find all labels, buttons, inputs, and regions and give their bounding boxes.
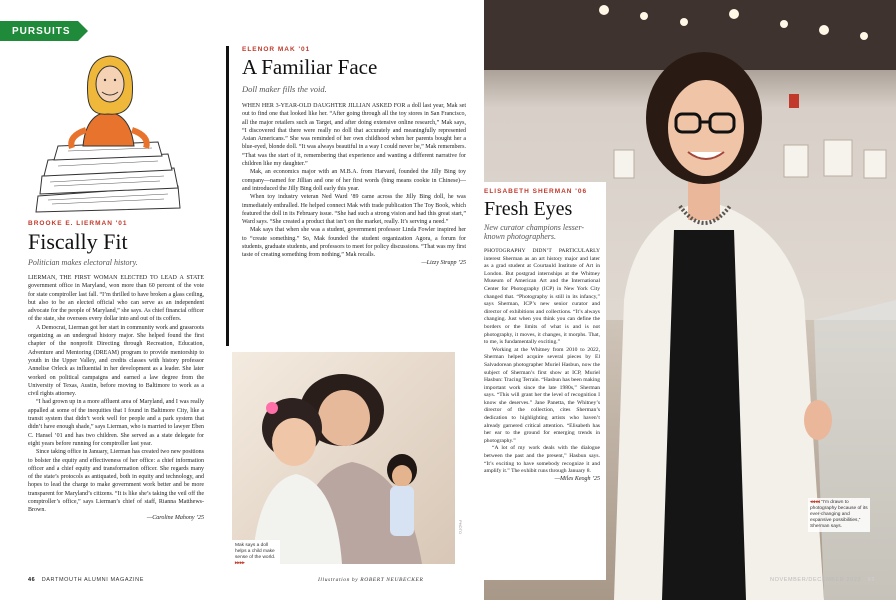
magazine-title: DARTMOUTH ALUMNI MAGAZINE [41, 577, 145, 583]
story-body [484, 248, 600, 476]
body-paragraph: “A lot of my work deals with the dialogue between the past and the present,” Hasbun says. “It’s exciting to have somebody recognize it and amplify it.” The exhibit runs through January 8. [484, 445, 600, 475]
mak-family-photo [232, 352, 455, 564]
story-mak [242, 46, 466, 266]
illustration-credit: Illustration by ROBERT NEUBECKER [318, 577, 424, 583]
lierman-illustration [28, 36, 188, 216]
story-sherman [478, 182, 606, 580]
story-headline: A Familiar Face [242, 55, 378, 79]
caption-text: “I’m drawn to photography because of its ever-changing and expansive possibilities,” Sherman says. [810, 500, 868, 529]
body-paragraph: When toy industry veteran Ned Ward ’89 came across the Jilly Bing doll, he was immediately enthralled. He helped connect Mak with trade publication The Toy Book, which featured the doll in its February issue. “She had such a strong vision and had this great start,” Ward says. “She created a product that isn’t on the market, really. It’s serving a need.” [242, 194, 466, 226]
body-paragraph: WHEN HER 3-YEAR-OLD DAUGHTER JILLIAN ASKED FOR a doll last year, Mak set out to find one that looked like her. “After going through all the toy stores in San Francisco, all the major retailers such as Target, and after doing extensive online research,” Mak says, “I discovered that there were really no doll that accurately and meaningfully represented Asian Americans.” She was reminded of her own childhood when her parents bought her a blue-eyed, blonde doll. “It was always beautiful in a way I could never be,” Mak remembers. “That was the start of it, remembering that experience and wanting a different narrative for children like my daughter.” [242, 103, 466, 168]
story-kicker: ELENOR MAK '01 [242, 46, 311, 53]
story-byline: —Caroline Mahony ’25 [146, 514, 204, 521]
body-paragraph: A Democrat, Lierman got her start in community work and grassroots organizing as an undergrad history major. She helped found the first chapter of the nonprofit Directing through Recreation, Education, Adventure and Mentoring (DREAM) program to provide mentorship to youth in the Upper Valley, and credits classes with history professor Annelise Orleck as influential in her development as a leader. She later worked on political campaigns and earned a law degree from the University of Texas, Austin, before moving to Baltimore to work as a civil rights attorney. [28, 324, 204, 398]
story-byline: —Miles Keogh ’25 [554, 475, 600, 482]
story-body [242, 102, 466, 260]
photo-caption [808, 498, 870, 532]
body-paragraph: Since taking office in January, Lierman has created two new positions to bolster the equity and effectiveness of her office: a chief information officer and a chief equity and transformation officer. She regards many of the state’s protocols as antiquated, both in equity and technology, and hopes to lead the charge to make government work better and be more transparent for Maryland’s citizens. “It is like she’s taking the veil off the comptroller’s office,” says Lierman’s chief of staff, Rianna Matthews-Brown. [28, 449, 204, 514]
body-paragraph: “I had grown up in a more affluent area of Maryland, and I was really appalled at some of the inequities that I found in Baltimore City, like a transit system that didn’t work well for people and a park system that didn’t have enough shade,” says Lierman, who is married to lawyer Eben C. Hansel ’01 and has two children. She served as a state delegate for eight years before running for comptroller last year. [28, 399, 205, 447]
issue-date: NOVEMBER/DECEMBER 2023 [770, 577, 862, 583]
story-kicker: ELISABETH SHERMAN '06 [484, 188, 588, 195]
story-kicker: BROOKE E. LIERMAN '01 [28, 220, 128, 227]
story-body [28, 274, 204, 515]
body-paragraph: Working at the Whitney from 2010 to 2022, Sherman helped acquire several pieces by El Salvadorean photographer Muriel Hasbun, now the subject of Sherman’s first show at ICP, Muriel Hasbun: Tracing Terrain. “Hasbun has been making important work since the late 1980s,” Sherman says. “This will grant her the level of recognition I know she deserves.” Jane Panetta, the Whitney’s director of the collection, cites Sherman’s dedication to highlighting artists who haven’t already garnered critical attention. “Elisabeth has her ear to the ground for emerging trends in photography.” [484, 346, 600, 444]
story-dek: New curator champions lesser-known photographers. [484, 223, 585, 241]
story-dek: Doll maker fills the void. [242, 84, 327, 94]
photo-credit: PHOTO [458, 520, 463, 535]
page-number: 46 [28, 577, 36, 583]
body-paragraph: Mak says that when she was a student, government professor Linda Fowler inspired her to “create something.” So, Mak founded the student organization Agora, a forum for students, graduate students, and professors to meet for policy discussions. “That was my first taste of creating something from nothing,” Mak recalls. [242, 227, 466, 259]
story-headline: Fresh Eyes [484, 198, 573, 220]
story-byline: —Lizzy Strapp ’25 [421, 259, 466, 266]
body-paragraph: Mak, an economics major with an M.B.A. from Harvard, founded the Jilly Bing toy company—named for Jillian and one of her first words (bing means cookie in Chinese)—and introduced the Jilly Bing doll early this year. [242, 169, 466, 192]
body-paragraph: LIERMAN, THE FIRST WOMAN ELECTED TO LEAD A STATE government office in Maryland, won more than 60 percent of the vote for state comptroller last fall. “I’m thrilled to have broken a glass ceiling, but also to be an elected official who can serve as an independent advocate for the people of Maryland,” she says. As chief financial officer of the state, she oversees every dollar into and out of its coffers. [28, 275, 204, 323]
footer-right [770, 577, 875, 583]
caption-arrow-icon: ◂◂◂◂ [810, 500, 820, 505]
story-lierman [28, 220, 204, 521]
page-number: 93 [867, 577, 875, 583]
story-dek: Politician makes electoral history. [28, 258, 138, 267]
footer-left [28, 577, 144, 583]
caption-text: Mak says a doll helps a child make sense of the world. [235, 543, 276, 560]
section-tab: PURSUITS [0, 21, 78, 41]
body-paragraph: PHOTOGRAPHY DIDN’T PARTICULARLY interest Sherman as an art history major and later as a grad student at Courtauld Institute of Art in London. But postgrad internships at the Whitney Museum of American Art and the International Center for Photography (ICP) in New York City changed that. “Photography is still in its infancy,” says Sherman, ICP’s new senior curator and director of exhibitions and collections. “It’s always changing. Just when you think you can define the borders or the limits of what is and is not photography, it moves, it changes, it morphs. That, to me, is fundamentally exciting.” [484, 248, 600, 346]
column-rule [226, 46, 229, 346]
photo-caption [232, 540, 280, 570]
caption-arrow-icon: ▸▸▸▸ [235, 561, 245, 566]
story-headline: Fiscally Fit [28, 229, 128, 254]
